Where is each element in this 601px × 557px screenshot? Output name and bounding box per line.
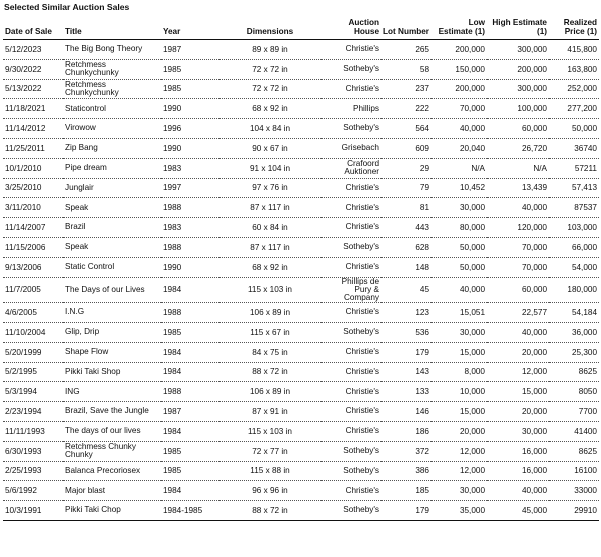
cell-auction-house: Sotheby's [321, 119, 381, 139]
cell-lot-number: 386 [381, 461, 431, 481]
cell-year: 1984 [161, 277, 219, 303]
cell-title: Glip, Drip [63, 322, 161, 342]
cell-date: 3/11/2010 [3, 198, 63, 218]
cell-auction-house: Christie's [321, 481, 381, 501]
cell-dimensions: 87 x 91 in [219, 402, 321, 422]
table-row [3, 138, 599, 158]
cell-date: 11/14/2012 [3, 119, 63, 139]
cell-date: 3/25/2010 [3, 178, 63, 198]
cell-low-estimate: 80,000 [431, 218, 487, 238]
cell-title: Balanca Precoriosex [63, 461, 161, 481]
cell-high-estimate: 70,000 [487, 257, 549, 277]
cell-auction-house: Christie's [321, 257, 381, 277]
cell-dimensions: 60 x 84 in [219, 218, 321, 238]
section-title: Selected Similar Auction Sales [4, 2, 130, 12]
cell-title: I.N.G [63, 303, 161, 323]
cell-lot-number: 81 [381, 198, 431, 218]
cell-low-estimate: 50,000 [431, 257, 487, 277]
cell-lot-number: 146 [381, 402, 431, 422]
table-row [3, 461, 599, 481]
cell-realized-price: 57211 [549, 158, 599, 178]
cell-dimensions: 91 x 104 in [219, 158, 321, 178]
cell-date: 5/13/2022 [3, 79, 63, 99]
cell-auction-house: Phillips [321, 99, 381, 119]
table-body [3, 40, 599, 521]
cell-realized-price: 8625 [549, 362, 599, 382]
cell-lot-number: 133 [381, 382, 431, 402]
cell-year: 1985 [161, 59, 219, 79]
cell-low-estimate: 15,000 [431, 342, 487, 362]
cell-realized-price: 180,000 [549, 277, 599, 303]
cell-year: 1984 [161, 421, 219, 441]
cell-dimensions: 72 x 72 in [219, 79, 321, 99]
cell-year: 1990 [161, 99, 219, 119]
cell-high-estimate: 40,000 [487, 198, 549, 218]
cell-year: 1983 [161, 218, 219, 238]
cell-auction-house: Christie's [321, 218, 381, 238]
cell-high-estimate: 120,000 [487, 218, 549, 238]
cell-year: 1997 [161, 178, 219, 198]
cell-realized-price: 103,000 [549, 218, 599, 238]
cell-date: 11/25/2011 [3, 138, 63, 158]
table-row [3, 178, 599, 198]
cell-auction-house: Christie's [321, 382, 381, 402]
cell-realized-price: 7700 [549, 402, 599, 422]
cell-dimensions: 72 x 77 in [219, 441, 321, 461]
cell-realized-price: 163,800 [549, 59, 599, 79]
cell-realized-price: 87537 [549, 198, 599, 218]
cell-lot-number: 237 [381, 79, 431, 99]
cell-realized-price: 29910 [549, 501, 599, 521]
cell-high-estimate: 100,000 [487, 99, 549, 119]
cell-auction-house: Christie's [321, 342, 381, 362]
table-row [3, 119, 599, 139]
cell-year: 1987 [161, 40, 219, 60]
cell-year: 1985 [161, 461, 219, 481]
cell-auction-house: Christie's [321, 421, 381, 441]
header-low-estimate: Low Estimate (1) [431, 14, 487, 40]
cell-year: 1988 [161, 198, 219, 218]
cell-dimensions: 97 x 76 in [219, 178, 321, 198]
cell-high-estimate: 20,000 [487, 402, 549, 422]
cell-auction-house: Sotheby's [321, 461, 381, 481]
cell-high-estimate: 12,000 [487, 362, 549, 382]
table-row [3, 303, 599, 323]
cell-auction-house: Christie's [321, 178, 381, 198]
cell-high-estimate: 26,720 [487, 138, 549, 158]
cell-auction-house: Sotheby's [321, 237, 381, 257]
cell-title: Pipe dream [63, 158, 161, 178]
cell-realized-price: 415,800 [549, 40, 599, 60]
cell-title: The Big Bong Theory [63, 40, 161, 60]
cell-lot-number: 58 [381, 59, 431, 79]
cell-title: Shape Flow [63, 342, 161, 362]
table-row [3, 481, 599, 501]
cell-realized-price: 36740 [549, 138, 599, 158]
cell-low-estimate: 10,000 [431, 382, 487, 402]
cell-auction-house: Sotheby's [321, 322, 381, 342]
cell-dimensions: 104 x 84 in [219, 119, 321, 139]
cell-dimensions: 87 x 117 in [219, 198, 321, 218]
header-title: Title [63, 14, 161, 40]
cell-low-estimate: 15,051 [431, 303, 487, 323]
cell-date: 9/30/2022 [3, 59, 63, 79]
cell-low-estimate: 30,000 [431, 322, 487, 342]
cell-title: Major blast [63, 481, 161, 501]
cell-title: Static Control [63, 257, 161, 277]
table-row [3, 402, 599, 422]
cell-dimensions: 90 x 67 in [219, 138, 321, 158]
cell-low-estimate: 20,040 [431, 138, 487, 158]
cell-low-estimate: N/A [431, 158, 487, 178]
cell-lot-number: 443 [381, 218, 431, 238]
cell-dimensions: 106 x 89 in [219, 303, 321, 323]
cell-year: 1984 [161, 362, 219, 382]
table-row [3, 362, 599, 382]
cell-title: Virowow [63, 119, 161, 139]
cell-high-estimate: 13,439 [487, 178, 549, 198]
cell-year: 1984 [161, 342, 219, 362]
cell-date: 9/13/2006 [3, 257, 63, 277]
cell-low-estimate: 200,000 [431, 40, 487, 60]
cell-title: The Days of our Lives [63, 277, 161, 303]
cell-realized-price: 66,000 [549, 237, 599, 257]
cell-dimensions: 87 x 117 in [219, 237, 321, 257]
table-row [3, 59, 599, 79]
table-row [3, 441, 599, 461]
cell-auction-house: Grisebach [321, 138, 381, 158]
cell-lot-number: 372 [381, 441, 431, 461]
cell-lot-number: 123 [381, 303, 431, 323]
cell-date: 10/3/1991 [3, 501, 63, 521]
table-row [3, 382, 599, 402]
cell-dimensions: 96 x 96 in [219, 481, 321, 501]
cell-low-estimate: 30,000 [431, 481, 487, 501]
cell-title: Retchmess Chunky Chunky [63, 441, 161, 461]
cell-year: 1996 [161, 119, 219, 139]
cell-realized-price: 41400 [549, 421, 599, 441]
cell-date: 11/11/1993 [3, 421, 63, 441]
cell-low-estimate: 35,000 [431, 501, 487, 521]
cell-realized-price: 54,000 [549, 257, 599, 277]
cell-date: 11/14/2007 [3, 218, 63, 238]
cell-realized-price: 50,000 [549, 119, 599, 139]
cell-high-estimate: 16,000 [487, 441, 549, 461]
cell-high-estimate: 300,000 [487, 79, 549, 99]
cell-lot-number: 628 [381, 237, 431, 257]
cell-auction-house: Christie's [321, 402, 381, 422]
cell-lot-number: 148 [381, 257, 431, 277]
table-row [3, 342, 599, 362]
cell-low-estimate: 8,000 [431, 362, 487, 382]
cell-dimensions: 72 x 72 in [219, 59, 321, 79]
cell-date: 6/30/1993 [3, 441, 63, 461]
cell-high-estimate: 15,000 [487, 382, 549, 402]
cell-high-estimate: 60,000 [487, 277, 549, 303]
cell-year: 1983 [161, 158, 219, 178]
cell-low-estimate: 40,000 [431, 277, 487, 303]
cell-date: 2/23/1994 [3, 402, 63, 422]
cell-lot-number: 143 [381, 362, 431, 382]
cell-date: 5/3/1994 [3, 382, 63, 402]
header-high-estimate: High Estimate (1) [487, 14, 549, 40]
cell-lot-number: 265 [381, 40, 431, 60]
cell-year: 1984 [161, 481, 219, 501]
cell-title: Speak [63, 237, 161, 257]
cell-realized-price: 8625 [549, 441, 599, 461]
table-row [3, 79, 599, 99]
cell-auction-house: Christie's [321, 198, 381, 218]
cell-high-estimate: 30,000 [487, 421, 549, 441]
cell-low-estimate: 30,000 [431, 198, 487, 218]
table-row [3, 218, 599, 238]
cell-date: 2/25/1993 [3, 461, 63, 481]
cell-title: Junglair [63, 178, 161, 198]
cell-low-estimate: 150,000 [431, 59, 487, 79]
cell-date: 11/7/2005 [3, 277, 63, 303]
table-row [3, 257, 599, 277]
cell-realized-price: 277,200 [549, 99, 599, 119]
cell-title: ING [63, 382, 161, 402]
header-dimensions: Dimensions [219, 14, 321, 40]
cell-title: Pikki Taki Shop [63, 362, 161, 382]
cell-year: 1985 [161, 322, 219, 342]
cell-title: Retchmess Chunkychunky [63, 59, 161, 79]
cell-date: 5/12/2023 [3, 40, 63, 60]
cell-title: Staticontrol [63, 99, 161, 119]
cell-high-estimate: 40,000 [487, 322, 549, 342]
cell-lot-number: 222 [381, 99, 431, 119]
cell-auction-house: Christie's [321, 40, 381, 60]
cell-realized-price: 54,184 [549, 303, 599, 323]
table-row [3, 198, 599, 218]
table-row [3, 322, 599, 342]
cell-realized-price: 8050 [549, 382, 599, 402]
cell-low-estimate: 10,452 [431, 178, 487, 198]
cell-date: 5/6/1992 [3, 481, 63, 501]
cell-low-estimate: 20,000 [431, 421, 487, 441]
cell-lot-number: 29 [381, 158, 431, 178]
cell-year: 1984-1985 [161, 501, 219, 521]
cell-realized-price: 25,300 [549, 342, 599, 362]
cell-dimensions: 84 x 75 in [219, 342, 321, 362]
cell-high-estimate: 40,000 [487, 481, 549, 501]
cell-title: Retchmess Chunkychunky [63, 79, 161, 99]
cell-auction-house: Crafoord Auktioner [321, 158, 381, 178]
header-lot-number: Lot Number [381, 14, 431, 40]
cell-low-estimate: 50,000 [431, 237, 487, 257]
cell-low-estimate: 12,000 [431, 441, 487, 461]
cell-dimensions: 115 x 67 in [219, 322, 321, 342]
cell-auction-house: Christie's [321, 303, 381, 323]
cell-dimensions: 89 x 89 in [219, 40, 321, 60]
cell-lot-number: 185 [381, 481, 431, 501]
cell-title: Zip Bang [63, 138, 161, 158]
cell-high-estimate: 60,000 [487, 119, 549, 139]
header-auction-house: Auction House [321, 14, 381, 40]
cell-realized-price: 16100 [549, 461, 599, 481]
cell-lot-number: 564 [381, 119, 431, 139]
cell-high-estimate: 200,000 [487, 59, 549, 79]
table-row [3, 277, 599, 303]
header-realized-price: Realized Price (1) [549, 14, 599, 40]
cell-date: 11/15/2006 [3, 237, 63, 257]
table-row [3, 158, 599, 178]
cell-auction-house: Christie's [321, 362, 381, 382]
cell-date: 11/10/2004 [3, 322, 63, 342]
cell-dimensions: 68 x 92 in [219, 99, 321, 119]
header-year: Year [161, 14, 219, 40]
cell-title: Speak [63, 198, 161, 218]
cell-title: Brazil, Save the Jungle [63, 402, 161, 422]
cell-date: 5/2/1995 [3, 362, 63, 382]
cell-realized-price: 36,000 [549, 322, 599, 342]
cell-high-estimate: 16,000 [487, 461, 549, 481]
cell-title: Brazil [63, 218, 161, 238]
cell-dimensions: 115 x 88 in [219, 461, 321, 481]
cell-high-estimate: 45,000 [487, 501, 549, 521]
cell-high-estimate: 22,577 [487, 303, 549, 323]
header-date: Date of Sale [3, 14, 63, 40]
cell-high-estimate: N/A [487, 158, 549, 178]
table-header [3, 14, 599, 40]
cell-high-estimate: 20,000 [487, 342, 549, 362]
cell-auction-house: Sotheby's [321, 59, 381, 79]
cell-dimensions: 106 x 89 in [219, 382, 321, 402]
cell-dimensions: 115 x 103 in [219, 421, 321, 441]
cell-date: 11/18/2021 [3, 99, 63, 119]
cell-dimensions: 88 x 72 in [219, 362, 321, 382]
cell-realized-price: 252,000 [549, 79, 599, 99]
auction-sales-table [3, 14, 599, 521]
cell-date: 5/20/1999 [3, 342, 63, 362]
cell-auction-house: Sotheby's [321, 501, 381, 521]
cell-lot-number: 186 [381, 421, 431, 441]
cell-lot-number: 536 [381, 322, 431, 342]
cell-low-estimate: 40,000 [431, 119, 487, 139]
cell-auction-house: Christie's [321, 79, 381, 99]
table-row [3, 501, 599, 521]
header-row [3, 14, 599, 40]
cell-title: The days of our lives [63, 421, 161, 441]
cell-dimensions: 115 x 103 in [219, 277, 321, 303]
cell-lot-number: 79 [381, 178, 431, 198]
cell-low-estimate: 15,000 [431, 402, 487, 422]
cell-title: Pikki Taki Chop [63, 501, 161, 521]
cell-year: 1987 [161, 402, 219, 422]
cell-date: 4/6/2005 [3, 303, 63, 323]
cell-year: 1985 [161, 79, 219, 99]
table-row [3, 40, 599, 60]
cell-date: 10/1/2010 [3, 158, 63, 178]
cell-year: 1985 [161, 441, 219, 461]
cell-auction-house: Sotheby's [321, 441, 381, 461]
cell-high-estimate: 70,000 [487, 237, 549, 257]
cell-year: 1988 [161, 237, 219, 257]
cell-lot-number: 45 [381, 277, 431, 303]
cell-high-estimate: 300,000 [487, 40, 549, 60]
table-row [3, 237, 599, 257]
cell-realized-price: 57,413 [549, 178, 599, 198]
cell-dimensions: 88 x 72 in [219, 501, 321, 521]
cell-lot-number: 609 [381, 138, 431, 158]
table-row [3, 99, 599, 119]
cell-realized-price: 33000 [549, 481, 599, 501]
cell-year: 1988 [161, 303, 219, 323]
cell-low-estimate: 70,000 [431, 99, 487, 119]
cell-lot-number: 179 [381, 342, 431, 362]
cell-low-estimate: 200,000 [431, 79, 487, 99]
cell-year: 1990 [161, 138, 219, 158]
cell-year: 1988 [161, 382, 219, 402]
cell-lot-number: 179 [381, 501, 431, 521]
cell-dimensions: 68 x 92 in [219, 257, 321, 277]
cell-year: 1990 [161, 257, 219, 277]
cell-auction-house: Phillips de Pury & Company [321, 277, 381, 303]
cell-low-estimate: 12,000 [431, 461, 487, 481]
table-row [3, 421, 599, 441]
